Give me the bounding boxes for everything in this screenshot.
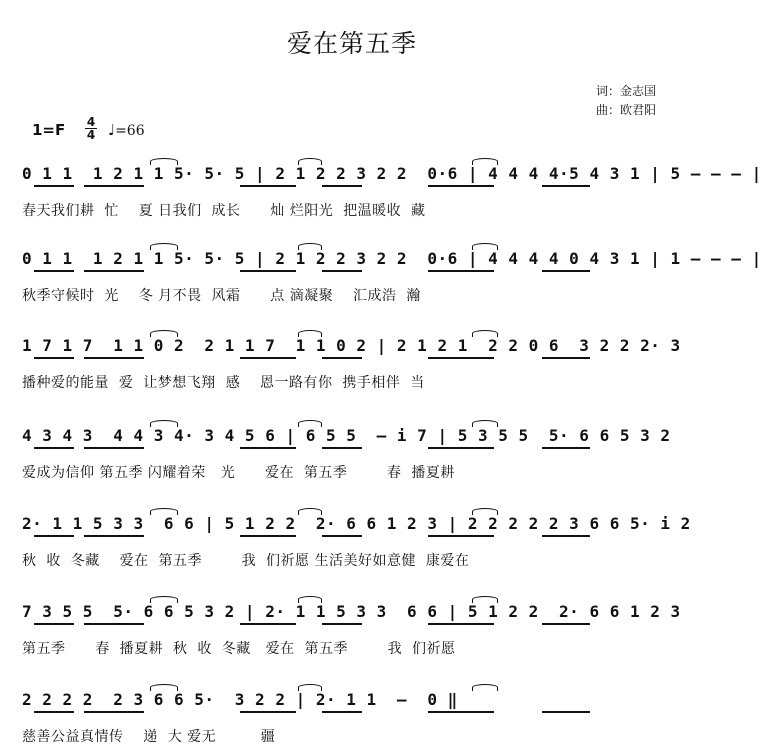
beam-underline (34, 357, 74, 359)
slur-tie (472, 684, 498, 691)
beam-underline (322, 623, 362, 625)
slur-tie (150, 158, 178, 165)
slur-tie (150, 243, 178, 250)
jianpu-notes: 2· 1 1 5 3 3 6 6 | 5 1 2 2 2· 6 6 1 2 3 | 2 2 2 2 2 3 6 6 5· i 2 (22, 514, 691, 533)
slur-tie (150, 330, 178, 337)
beam-underline (428, 270, 494, 272)
credits (596, 82, 656, 120)
notation-line (22, 241, 762, 279)
slur-tie (298, 508, 322, 515)
jianpu-notes: 0 1 1 1 2 1 1 5· 5· 5 | 2 1 2 2 3 2 2 0·6 | 4 4 4 4·5 4 3 1 | 5 – – – | (22, 164, 762, 183)
score-system (22, 594, 681, 664)
beam-underline (428, 535, 494, 537)
slur-tie (472, 243, 498, 250)
beam-underline (84, 185, 144, 187)
slur-tie (298, 158, 322, 165)
slur-tie (472, 596, 498, 603)
slur-tie (150, 508, 178, 515)
beam-underline (542, 185, 590, 187)
lyrics-line: 秋 收 冬藏 爱在 第五季 我 们祈愿 生活美好如意健 康爱在 (22, 553, 470, 569)
beam-underline (542, 623, 590, 625)
quarter-note-icon: ♩ (108, 121, 116, 139)
beam-underline (322, 535, 362, 537)
beam-underline (84, 270, 144, 272)
slur-tie (472, 158, 498, 165)
meter-top: 4 (86, 115, 96, 129)
beam-underline (322, 185, 362, 187)
lyrics-line: 春天我们耕 忙 夏 日我们 成长 灿 烂阳光 把温暖收 藏 (22, 203, 426, 219)
beam-underline (34, 185, 74, 187)
beam-underline (322, 270, 362, 272)
slur-tie (298, 420, 322, 427)
beam-underline (428, 185, 494, 187)
score-system (22, 682, 672, 752)
beam-underline (542, 447, 590, 449)
slur-tie (150, 420, 178, 427)
slur-tie (472, 508, 498, 515)
key-signature: 1=F (32, 121, 66, 139)
beam-underline (240, 447, 296, 449)
score-system (22, 241, 762, 311)
notation-line (22, 156, 762, 194)
score-system (22, 506, 691, 576)
lyrics-line: 爱成为信仰 第五季 闪耀着荣 光 爱在 第五季 春 播夏耕 (22, 465, 455, 481)
beam-underline (322, 357, 362, 359)
notation-line (22, 682, 672, 720)
notation-line (22, 506, 691, 544)
jianpu-notes: 1 7 1 7 1 1 0 2 2 1 1 7 1 1 0 2 | 2 1 2 1 2 2 0 6 3 2 2 2· 3 (22, 336, 681, 355)
slur-tie (298, 243, 322, 250)
jianpu-notes: 7 3 5 5 5· 6 6 5 3 2 | 2· 1 1 5 3 3 6 6 | 5 1 2 2 2· 6 6 1 2 3 (22, 602, 681, 621)
beam-underline (34, 711, 74, 713)
slur-tie (298, 596, 322, 603)
lyricist-credit: 词：金志国 (596, 84, 657, 98)
tempo-marking (108, 121, 145, 139)
beam-underline (84, 447, 144, 449)
beam-underline (34, 270, 74, 272)
song-title: 爱在第五季 (286, 29, 417, 58)
beam-underline (542, 711, 590, 713)
beam-underline (322, 711, 362, 713)
beam-underline (240, 711, 296, 713)
meter-bottom: 4 (86, 128, 96, 142)
beam-underline (240, 185, 296, 187)
score-system (22, 418, 672, 488)
slur-tie (150, 684, 178, 691)
slur-tie (298, 684, 322, 691)
notation-line (22, 594, 681, 632)
beam-underline (84, 623, 144, 625)
slur-tie (472, 420, 498, 427)
notation-line (22, 418, 672, 456)
beam-underline (34, 447, 74, 449)
jianpu-notes: 0 1 1 1 2 1 1 5· 5· 5 | 2 1 2 2 3 2 2 0·6 | 4 4 4 4 0 4 3 1 | 1 – – – | (22, 249, 762, 268)
beam-underline (428, 357, 494, 359)
time-signature (85, 116, 97, 141)
beam-underline (428, 711, 494, 713)
beam-underline (240, 623, 296, 625)
lyrics-line: 第五季 春 播夏耕 秋 收 冬藏 爱在 第五季 我 们祈愿 (22, 641, 456, 657)
beam-underline (428, 623, 494, 625)
lyrics-line: 慈善公益真情传 递 大 爱无 疆 (22, 729, 276, 745)
jianpu-notes: 4 3 4 3 4 4 3 4· 3 4 5 6 | 6 5 5 – i 7 | 5 3 5 5 5· 6 6 5 3 2 (22, 426, 671, 445)
score-system (22, 328, 681, 398)
beam-underline (322, 447, 362, 449)
slur-tie (472, 330, 498, 337)
slur-tie (150, 596, 178, 603)
beam-underline (542, 270, 590, 272)
lyrics-line: 播种爱的能量 爱 让梦想飞翔 感 恩一路有你 携手相伴 当 (22, 375, 425, 391)
beam-underline (84, 535, 144, 537)
beam-underline (428, 447, 494, 449)
beam-underline (240, 357, 296, 359)
lyrics-line: 秋季守候时 光 冬 月不畏 风霜 点 滴凝聚 汇成浩 瀚 (22, 288, 421, 304)
beam-underline (34, 623, 74, 625)
beam-underline (542, 357, 590, 359)
slur-tie (298, 330, 322, 337)
notation-line (22, 328, 681, 366)
tempo-value: =66 (115, 123, 145, 139)
beam-underline (84, 711, 144, 713)
beam-underline (542, 535, 590, 537)
beam-underline (34, 535, 74, 537)
beam-underline (240, 270, 296, 272)
score-system (22, 156, 762, 226)
jianpu-notes: 2 2 2 2 2 3 6 6 5· 3 2 2 | 2· 1 1 – 0 ‖ (22, 690, 458, 709)
composer-credit: 曲：欧君阳 (596, 103, 657, 117)
beam-underline (240, 535, 296, 537)
beam-underline (84, 357, 144, 359)
